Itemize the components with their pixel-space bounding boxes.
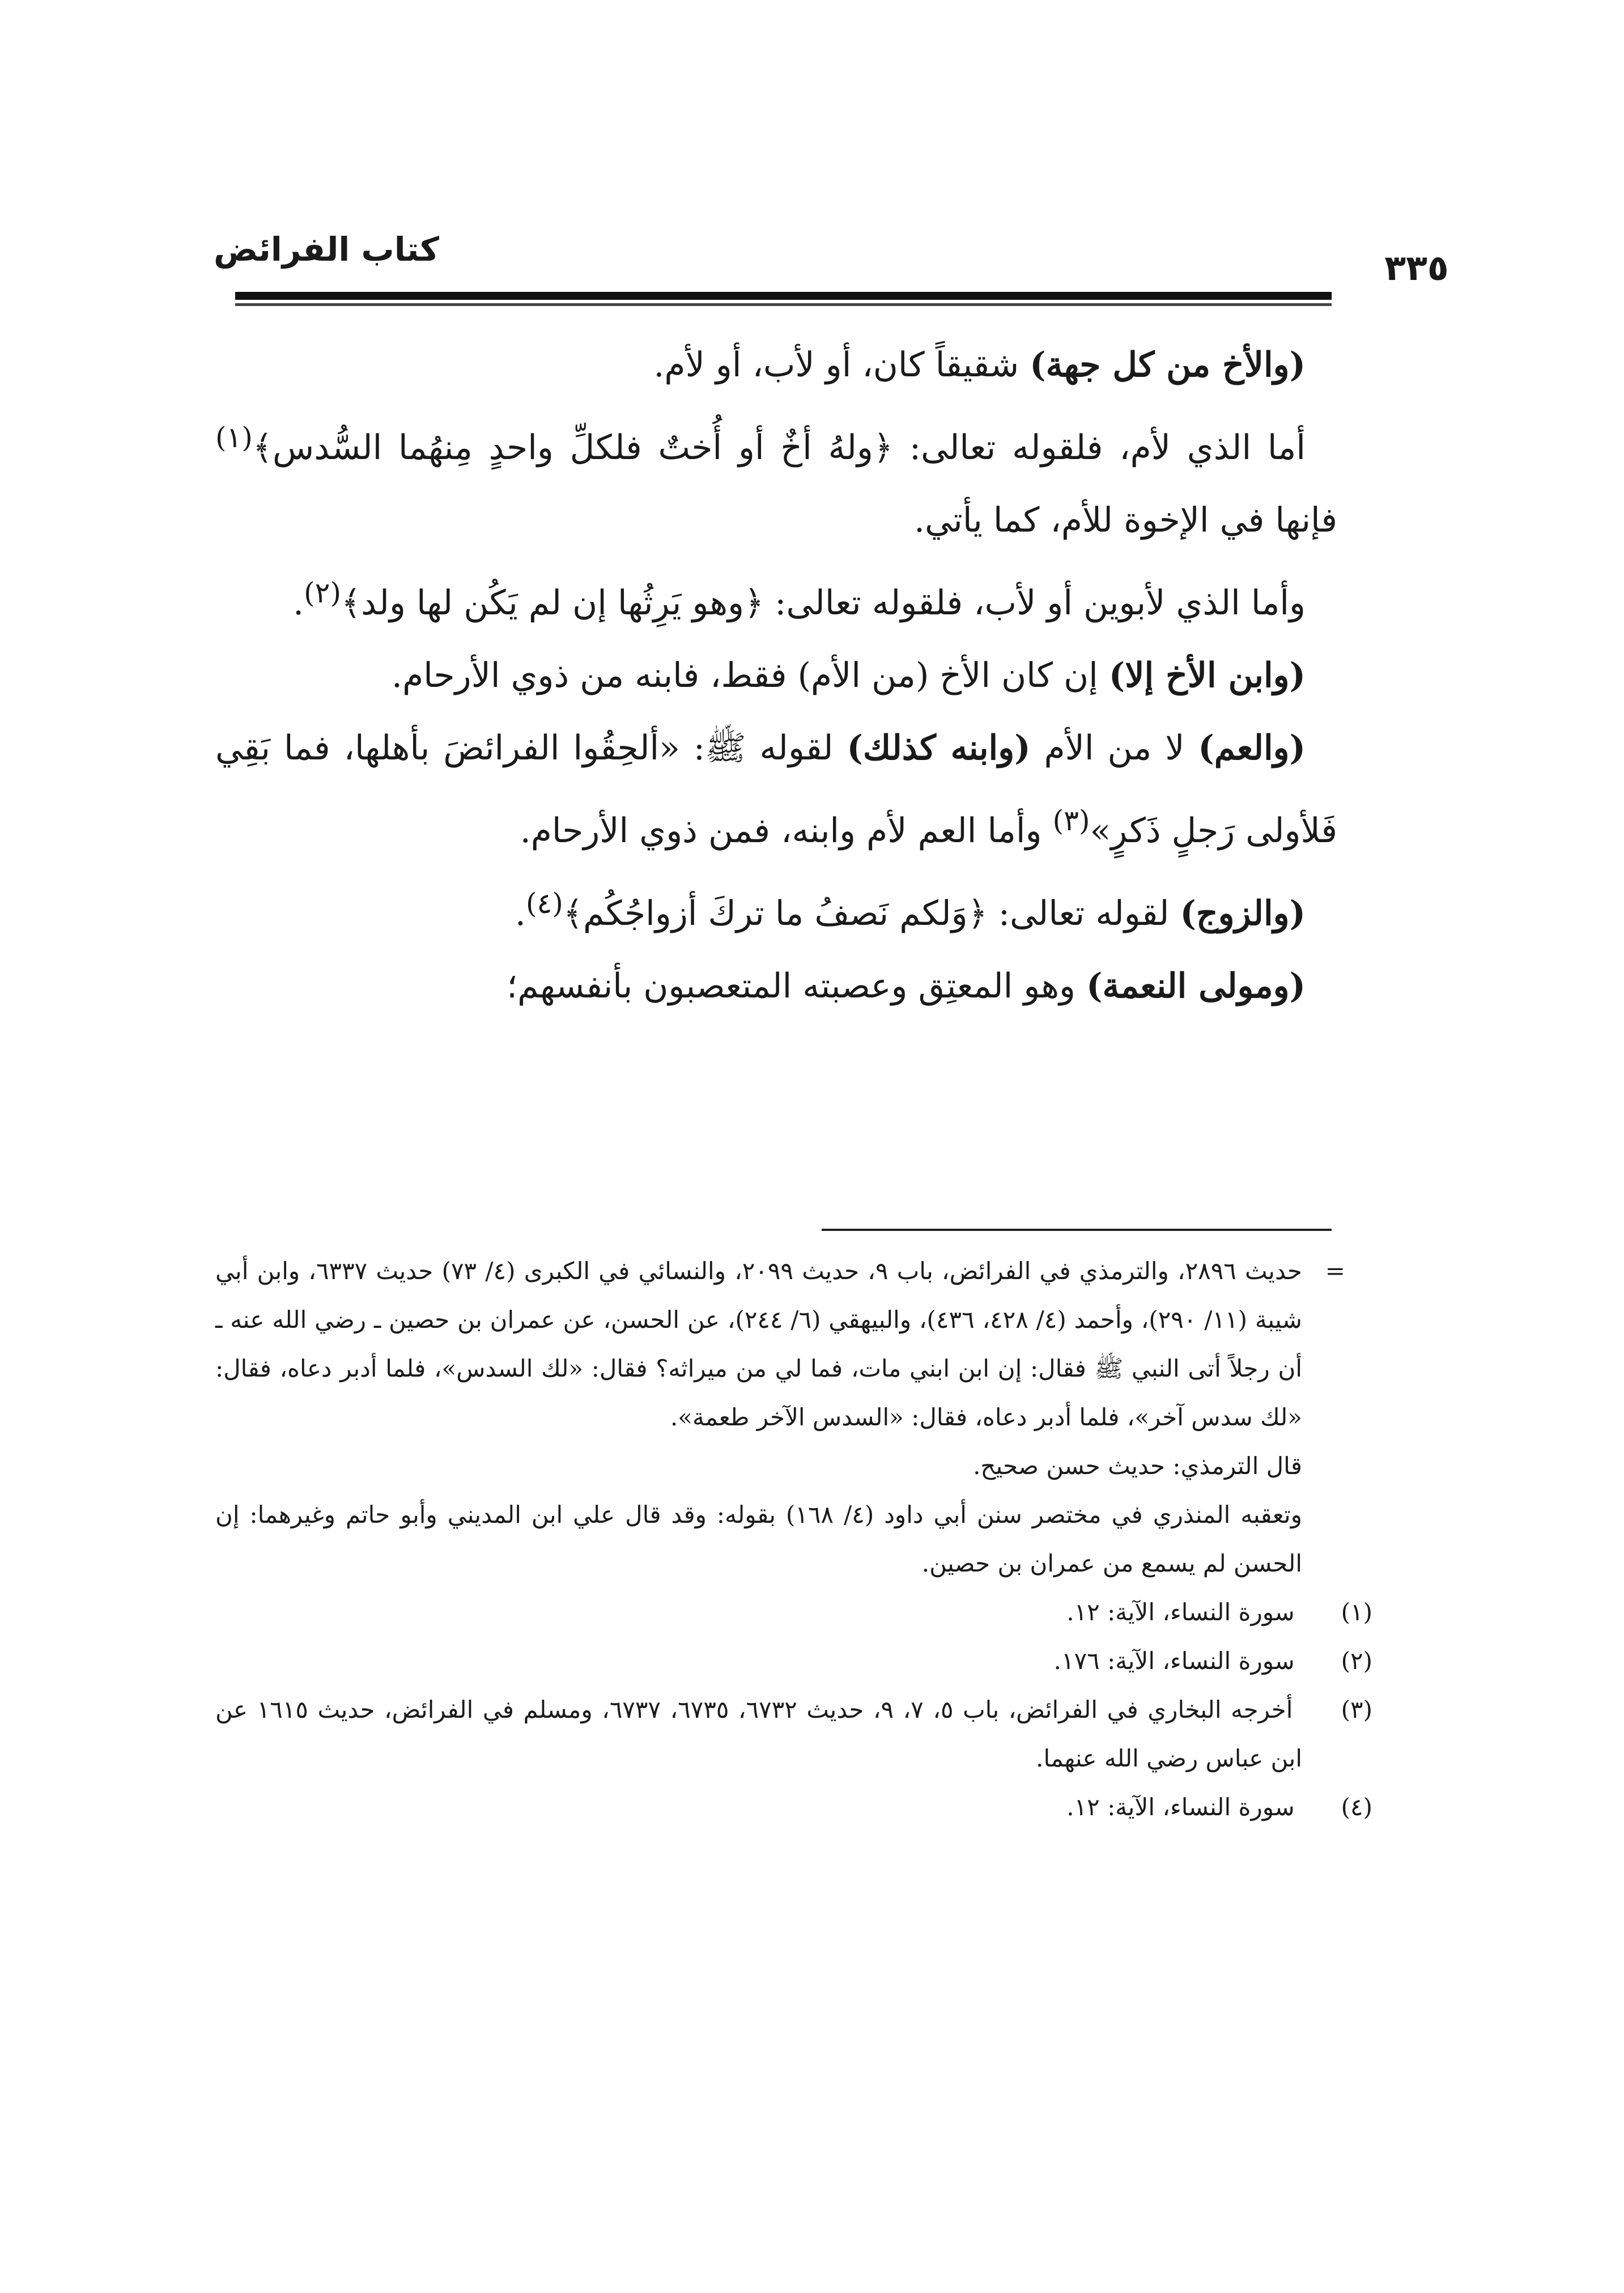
bold-term: (والأخ من كل جهة) bbox=[1030, 345, 1306, 385]
page-number: ٣٣٥ bbox=[1384, 247, 1449, 288]
paragraph-text: أما الذي لأم، فلقوله تعالى: ﴿ولهُ أخٌ أو أُختٌ فلكلِّ واحدٍ مِنهُما السُّدس﴾ bbox=[252, 428, 1306, 468]
paragraph bbox=[215, 712, 1337, 867]
paragraph bbox=[215, 639, 1337, 712]
footnotes bbox=[215, 1247, 1372, 1832]
main-text bbox=[215, 329, 1337, 1022]
footnote-number: (٤) bbox=[1341, 1793, 1372, 1821]
footnote-text: أخرجه البخاري في الفرائض، باب ٥، ٧، ٩، حديث ٦٧٣٢، ٦٧٣٥، ٦٧٣٧، ومسلم في الفرائض، حديث ١٦١٥ عن ابن عباس رضي الله عنهما. bbox=[215, 1696, 1302, 1772]
footnote-number: (٢) bbox=[1341, 1647, 1372, 1675]
paragraph-text: لا من الأم bbox=[1030, 728, 1198, 768]
bold-term: (وابن الأخ إلا) bbox=[1108, 656, 1306, 695]
footnote-ref: (٢) bbox=[304, 576, 342, 609]
footnote-note: قال الترمذي: حديث حسن صحيح. bbox=[973, 1452, 1302, 1480]
paragraph bbox=[215, 401, 1337, 557]
bold-term: (ومولى النعمة) bbox=[1086, 966, 1306, 1006]
paragraph-text: وهو المعتِق وعصبته المتعصبون بأنفسهم؛ bbox=[507, 966, 1087, 1006]
paragraph-text: لقوله تعالى: ﴿وَلكم نَصفُ ما تركَ أزواجُكُم﴾ bbox=[563, 894, 1180, 933]
footnote-ref: (٤) bbox=[525, 887, 563, 920]
footnote-ref: (٣) bbox=[1052, 804, 1090, 837]
bold-term: (وابنه كذلك) bbox=[847, 728, 1031, 768]
paragraph-text: وأما الذي لأبوين أو لأب، فلقوله تعالى: ﴿وهو يَرِثُها إن لم يَكُن لها ولد﴾ bbox=[341, 583, 1306, 623]
footnote-text: سورة النساء، الآية: ١٢. bbox=[1066, 1598, 1295, 1626]
paragraph-text: فإنها في الإخوة للأم، كما يأتي. bbox=[914, 500, 1337, 540]
footnote-text: سورة النساء، الآية: ١٧٦. bbox=[1053, 1647, 1295, 1675]
footnote-item bbox=[215, 1588, 1372, 1637]
running-title: كتاب الفرائض bbox=[214, 230, 439, 269]
header-rule bbox=[235, 292, 1332, 300]
footnote-text: حديث ٢٨٩٦، والترمذي في الفرائض، باب ٩، حديث ٢٠٩٩، والنسائي في الكبرى (٤/ ٧٣) حديث ٦٣٣٧، وابن أبي شيبة (١١/ ٢٩٠)، وأحمد (٤/ ٤٢٨، ٤٣٦)، والبيهقي (٦/ ٢٤٤)، عن الحسن، عن عمران بن حصين ـ رضي الله عنه ـ أن رجلاً أتى النبي ﷺ فقال: إن ابن ابني مات، فما لي من ميراثه؟ فقال: «لك السدس»، فلما أدبر دعاه، فقال: «لك سدس آخر»، فلما أدبر دعاه، فقال: «السدس الآخر طعمة». bbox=[215, 1257, 1302, 1431]
paragraph bbox=[215, 867, 1337, 950]
paragraph-text: . bbox=[293, 583, 304, 623]
paragraph bbox=[215, 950, 1337, 1022]
bold-term: (والزوج) bbox=[1180, 894, 1306, 933]
paragraph-text: . bbox=[515, 894, 526, 933]
paragraph bbox=[215, 329, 1337, 401]
footnote-ref: (١) bbox=[215, 421, 253, 454]
header-rule-thin bbox=[235, 303, 1332, 306]
paragraph bbox=[215, 557, 1337, 639]
paragraph-text: شقيقاً كان، أو لأب، أو لأم. bbox=[653, 345, 1030, 385]
footnote-item bbox=[215, 1637, 1372, 1685]
footnote-continuation bbox=[215, 1247, 1345, 1442]
footnote-note: وتعقبه المنذري في مختصر سنن أبي داود (٤/ ١٦٨) بقوله: وقد قال علي ابن المديني وأبو حاتم وغيرهما: إن الحسن لم يسمع من عمران بن حصين. bbox=[215, 1501, 1302, 1577]
footnote-item bbox=[215, 1783, 1372, 1832]
footnote-separator bbox=[822, 1229, 1332, 1231]
paragraph-text: وأما العم لأم وابنه، فمن ذوي الأرحام. bbox=[520, 811, 1053, 851]
continuation-mark: = bbox=[1325, 1257, 1345, 1285]
footnote-item bbox=[215, 1685, 1372, 1783]
paragraph-text: لقوله ﷺ: «ألحِقُوا الفرائضَ بأهلها، فما بَقِي فَلأولى رَجلٍ ذَكرٍ» bbox=[215, 728, 1337, 851]
bold-term: (والعم) bbox=[1198, 728, 1306, 768]
footnote-text: سورة النساء، الآية: ١٢. bbox=[1066, 1793, 1295, 1821]
footnote-number: (١) bbox=[1341, 1598, 1372, 1626]
paragraph-text: إن كان الأخ (من الأم) فقط، فابنه من ذوي الأرحام. bbox=[392, 656, 1109, 695]
footnote-number: (٣) bbox=[1341, 1696, 1372, 1723]
